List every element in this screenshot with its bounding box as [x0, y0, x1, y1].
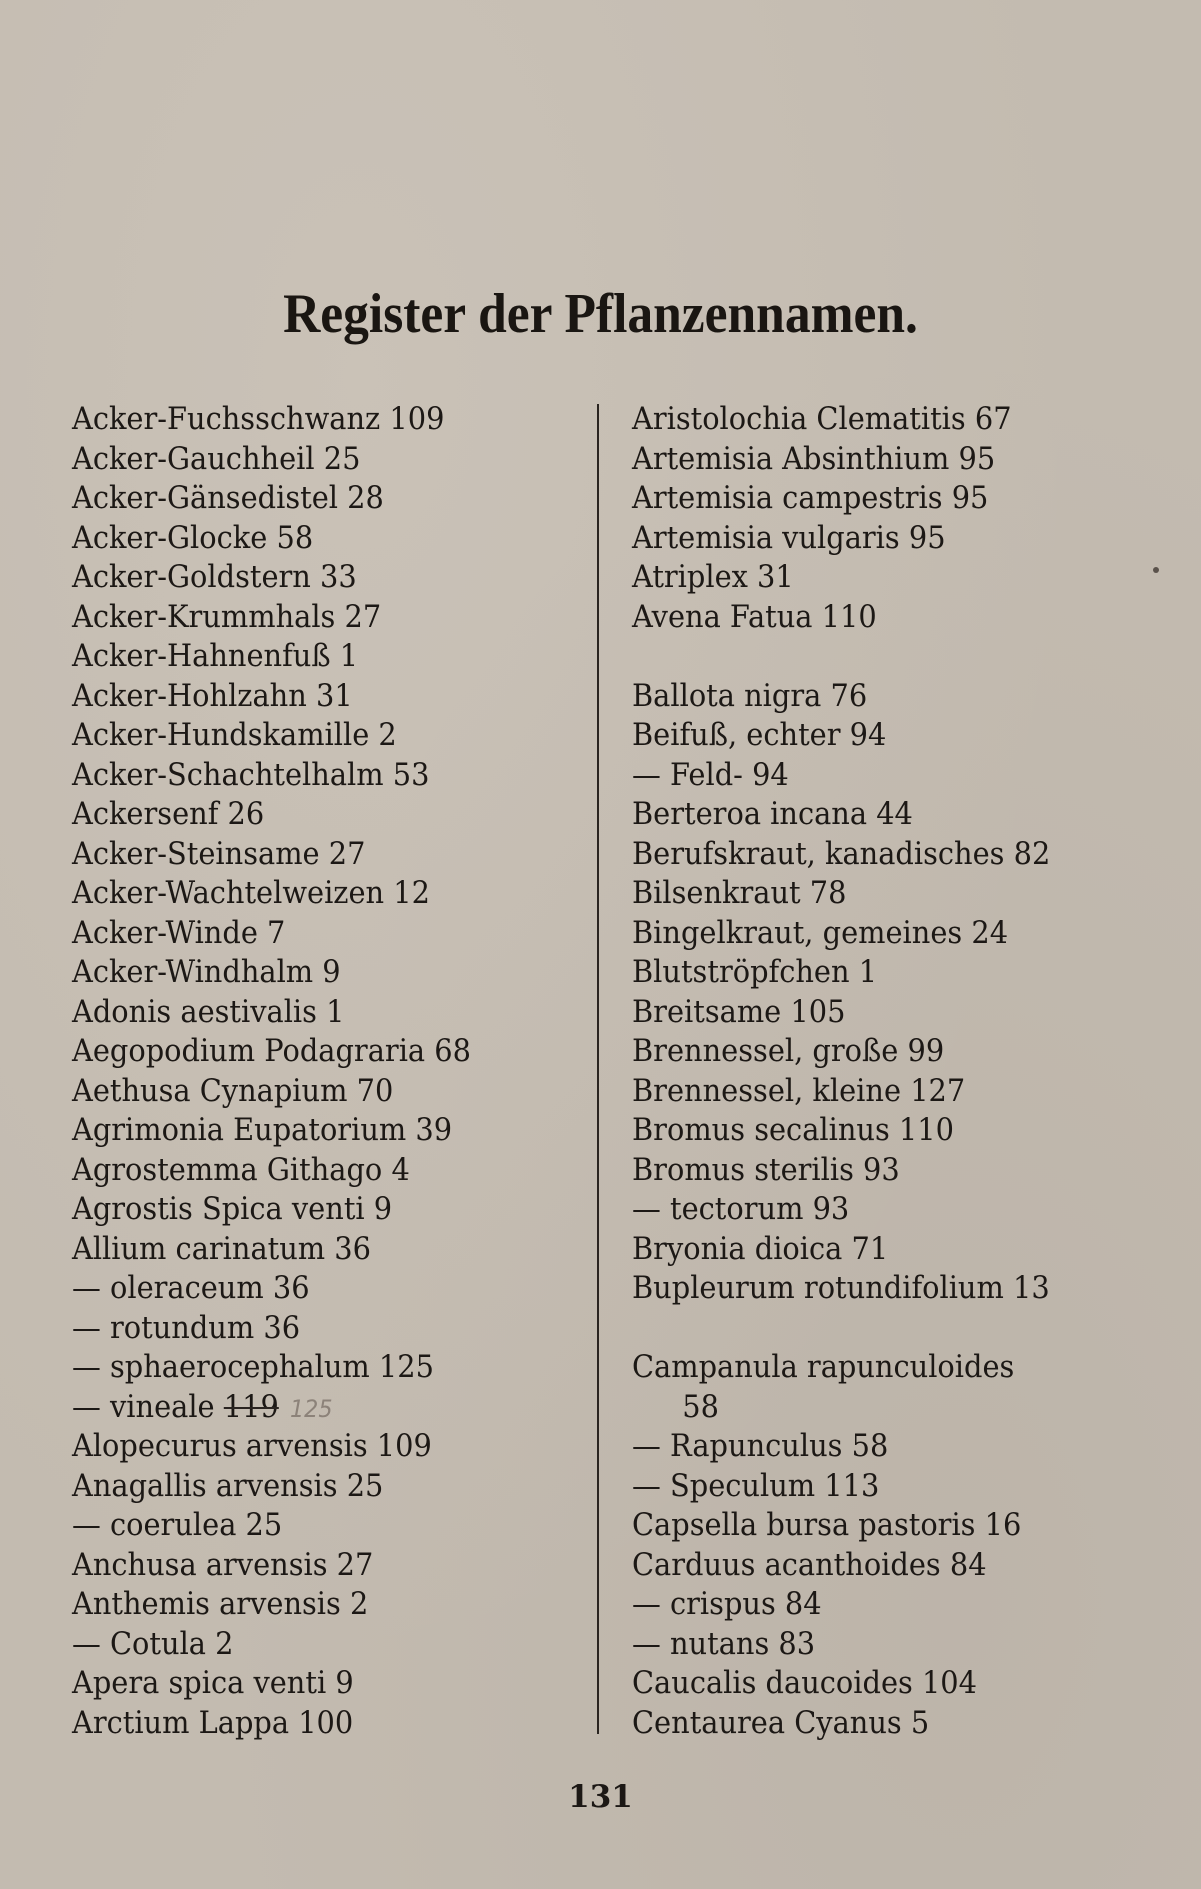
index-entry — [72, 1111, 537, 1151]
index-entry-text: Arctium Lappa 100 — [72, 1704, 354, 1741]
index-entry-text: Berteroa incana 44 — [632, 796, 913, 832]
index-entry — [632, 953, 1097, 993]
index-entry-text: Caucalis daucoides 104 — [632, 1665, 978, 1701]
index-entry — [632, 1427, 1097, 1467]
index-entry-text: Atriplex 31 — [632, 559, 794, 595]
index-entry — [632, 1625, 1097, 1665]
index-entry-text: Acker-Gänsedistel 28 — [72, 480, 384, 516]
index-entry-text: Acker-Hohlzahn 31 — [72, 677, 353, 714]
index-entry — [632, 1546, 1097, 1586]
index-entry-text: Artemisia Absinthium 95 — [632, 440, 996, 477]
index-entry-text: — oleraceum 36 — [72, 1270, 310, 1306]
index-entry — [72, 598, 537, 638]
index-entry — [72, 1625, 537, 1665]
index-entry-text: Alopecurus arvensis 109 — [72, 1428, 432, 1464]
index-entry-text: Centaurea Cyanus 5 — [632, 1704, 930, 1741]
index-entry-text: — sphaerocephalum 125 — [72, 1349, 434, 1385]
index-entry — [72, 637, 537, 677]
index-entry-text: Acker-Schachtelhalm 53 — [72, 756, 430, 793]
index-entry-text: Bingelkraut, gemeines 24 — [632, 914, 1009, 951]
index-entry — [632, 835, 1097, 875]
index-entry — [72, 1190, 537, 1230]
index-entry — [72, 1467, 537, 1507]
index-entry-text: Aristolochia Clematitis 67 — [632, 401, 1012, 437]
paper-speck — [1153, 567, 1159, 573]
index-entry-text: Brennessel, große 99 — [632, 1033, 945, 1069]
page-number: 131 — [568, 1779, 633, 1815]
index-entry-text: Artemisia campestris 95 — [632, 480, 989, 516]
index-entry-text: Aegopodium Podagraria 68 — [72, 1033, 471, 1069]
index-entry — [632, 1072, 1097, 1112]
index-entry-text: Ballota nigra 76 — [632, 677, 868, 714]
index-entry-text: Anchusa arvensis 27 — [72, 1546, 374, 1583]
index-entry-text: Berufskraut, kanadisches 82 — [632, 835, 1051, 872]
index-entry-text: Brennessel, kleine 127 — [632, 1072, 966, 1109]
index-entry — [72, 677, 537, 717]
index-entry — [632, 914, 1097, 954]
index-entry-text: Campanula rapunculoides — [632, 1349, 1015, 1385]
index-entry — [632, 1269, 1097, 1309]
index-entry — [632, 1190, 1097, 1230]
index-entry-text: Bromus sterilis 93 — [632, 1151, 900, 1188]
index-entry-text: Carduus acanthoides 84 — [632, 1546, 987, 1583]
index-entry-text: Acker-Fuchsschwanz 109 — [72, 401, 445, 437]
index-entry-text: Acker-Goldstern 33 — [72, 559, 357, 595]
index-entry — [632, 993, 1097, 1033]
index-entry-text: Anthemis arvensis 2 — [72, 1586, 369, 1622]
index-entry-text: Beifuß, echter 94 — [632, 717, 887, 753]
index-entry — [632, 1664, 1097, 1704]
index-entry-text: Blutströpfchen 1 — [632, 954, 878, 990]
index-entry-text: — vineale — [72, 1388, 215, 1425]
index-entry — [632, 756, 1097, 796]
index-entry — [632, 1506, 1097, 1546]
index-entry-text: Ackersenf 26 — [72, 796, 265, 832]
index-entry-text: — nutans 83 — [632, 1625, 816, 1662]
index-entry-text: Adonis aestivalis 1 — [72, 993, 345, 1030]
index-entry — [72, 716, 537, 756]
index-entry-text: Acker-Glocke 58 — [72, 519, 314, 556]
index-entry — [72, 795, 537, 835]
index-entry — [72, 1585, 537, 1625]
index-entry-text: — Rapunculus 58 — [632, 1428, 889, 1464]
index-entry — [72, 1269, 537, 1309]
index-entry — [632, 1704, 1097, 1744]
index-entry-text: Apera spica venti 9 — [72, 1665, 354, 1701]
index-entry-text: Acker-Winde 7 — [72, 914, 286, 951]
index-entry-text: — tectorum 93 — [632, 1191, 850, 1227]
index-entry-text: Agrimonia Eupatorium 39 — [72, 1112, 453, 1148]
index-entry — [632, 874, 1097, 914]
index-entry-text: Bupleurum rotundifolium 13 — [632, 1270, 1050, 1306]
index-entry — [72, 400, 537, 440]
index-entry — [632, 1111, 1097, 1151]
index-entry — [72, 1546, 537, 1586]
index-entry-text: — rotundum 36 — [72, 1309, 301, 1346]
column-divider — [597, 404, 599, 1734]
index-entry — [72, 1072, 537, 1112]
index-entry-text: Acker-Gauchheil 25 — [72, 440, 361, 477]
index-entry — [632, 1230, 1097, 1270]
index-entry-text: — coerulea 25 — [72, 1507, 283, 1543]
index-entry — [632, 400, 1097, 440]
index-entry — [72, 1309, 537, 1349]
index-entry-text: Breitsame 105 — [632, 993, 846, 1030]
index-entry-text: Bryonia dioica 71 — [632, 1230, 889, 1267]
index-entry-text: 58 — [682, 1388, 719, 1425]
index-entry — [72, 835, 537, 875]
index-entry — [632, 519, 1097, 559]
index-entry-text: Acker-Hundskamille 2 — [72, 717, 397, 753]
index-entry — [72, 756, 537, 796]
handwritten-correction: 125 — [289, 1394, 333, 1423]
index-entry-text: Allium carinatum 36 — [72, 1230, 371, 1267]
index-entry — [632, 677, 1097, 717]
index-entry — [72, 1388, 537, 1428]
index-entry — [72, 1032, 537, 1072]
index-entry-text: Artemisia vulgaris 95 — [632, 519, 946, 556]
index-entry — [72, 558, 537, 598]
index-entry-text: Acker-Krummhals 27 — [72, 598, 382, 635]
index-entry — [632, 558, 1097, 598]
index-entry-text: Avena Fatua 110 — [632, 598, 877, 635]
section-gap — [632, 1309, 1097, 1349]
index-entry — [632, 598, 1097, 638]
index-entry — [72, 874, 537, 914]
index-entry — [72, 1348, 537, 1388]
index-entry — [72, 440, 537, 480]
index-entry-text: Acker-Wachtelweizen 12 — [72, 875, 430, 911]
index-entry — [632, 795, 1097, 835]
page-title: Register der Pflanzennamen. — [283, 283, 918, 345]
index-entry-text: Bromus secalinus 110 — [632, 1112, 954, 1148]
index-entry — [632, 1032, 1097, 1072]
index-entry-text: Aethusa Cynapium 70 — [72, 1072, 394, 1109]
index-entry — [72, 1506, 537, 1546]
index-entry — [72, 1230, 537, 1270]
index-entry — [72, 1427, 537, 1467]
index-entry-text: Acker-Windhalm 9 — [72, 954, 341, 990]
index-entry-text: — Cotula 2 — [72, 1625, 234, 1662]
index-entry — [72, 993, 537, 1033]
index-entry-text: — Speculum 113 — [632, 1467, 880, 1504]
index-entry-text: — crispus 84 — [632, 1586, 822, 1622]
index-entry — [632, 1467, 1097, 1507]
index-entry-text: Agrostis Spica venti 9 — [72, 1191, 393, 1227]
index-entry — [72, 953, 537, 993]
index-entry — [632, 1348, 1097, 1388]
index-entry — [72, 1151, 537, 1191]
index-entry-text: Bilsenkraut 78 — [632, 875, 847, 911]
index-column-right — [632, 400, 1132, 1743]
index-entry-text: Agrostemma Githago 4 — [72, 1151, 410, 1188]
index-entry — [72, 1704, 537, 1744]
index-entry — [632, 1585, 1097, 1625]
index-column-left — [72, 400, 572, 1743]
index-entry — [72, 1664, 537, 1704]
index-entry-text: Acker-Hahnenfuß 1 — [72, 638, 359, 674]
index-entry — [632, 1151, 1097, 1191]
struck-page-number: 119 — [223, 1388, 279, 1425]
index-entry-text: Capsella bursa pastoris 16 — [632, 1507, 1022, 1543]
index-entry — [72, 914, 537, 954]
index-entry-text: — Feld- 94 — [632, 756, 789, 793]
index-entry — [632, 440, 1097, 480]
index-entry — [72, 519, 537, 559]
section-gap — [632, 637, 1097, 677]
index-entry — [632, 479, 1097, 519]
index-entry — [632, 1388, 1097, 1428]
index-entry — [72, 479, 537, 519]
index-entry-text: Acker-Steinsame 27 — [72, 835, 366, 872]
index-entry-text: Anagallis arvensis 25 — [72, 1467, 384, 1504]
index-entry — [632, 716, 1097, 756]
